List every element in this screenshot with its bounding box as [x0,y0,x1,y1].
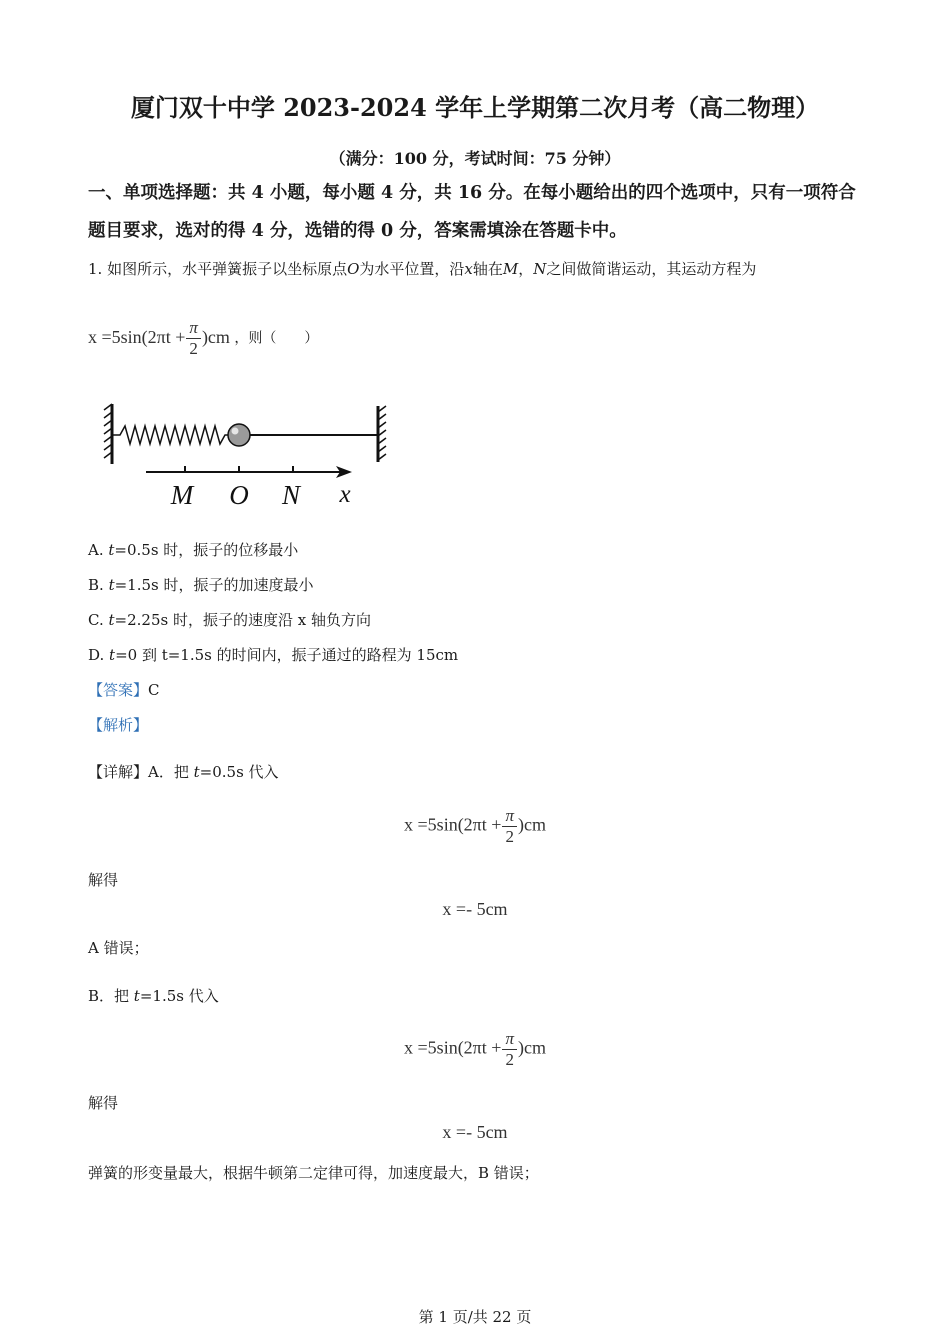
spring-oscillator-figure [100,398,400,514]
answer-line [88,679,160,700]
b-conclusion: 弹簧的形变量最大，根据牛顿第二定律可得，加速度最大，B 错误； [88,1164,539,1182]
oscillator-ball [228,424,250,446]
question-1-equation-line: x =5sin(2πt + $\frac{\pi}{2}$ )cm ，则（ ） [88,318,319,358]
equation-1: x =5sin(2πt + $\frac{\pi}{2}$ )cm [404,806,546,846]
right-wall [378,406,386,462]
page-footer: 第 1 页/共 22 页 [418,1308,532,1326]
equation-2: x =5sin(2πt + $\frac{\pi}{2}$ )cm [404,1029,546,1069]
answer-value: C [148,681,160,699]
solve-label-2: 解得 [88,1094,119,1112]
solve-label-1: 解得 [88,871,119,889]
option-b: B. t=1.5s 时，振子的加速度最小 [88,576,314,594]
motion-equation: x =5sin(2πt + $\frac{\pi}{2}$ )cm [88,318,230,358]
result-1: x =- 5cm [442,899,508,919]
label-x: x [339,481,351,508]
label-n: N [281,480,301,510]
option-a: A. t=0.5s 时，振子的位移最小 [88,541,299,559]
label-o: O [229,480,249,510]
exam-info: （满分：100 分，考试时间：75 分钟） [329,149,621,168]
document-title: 厦门双十中学 2023-2024 学年上学期第二次月考（高二物理） [130,93,820,122]
answer-label: 【答案】 [88,681,149,699]
x-axis [146,466,352,478]
section-heading: 一、单项选择题：共 4 小题，每小题 4 分，共 16 分。在每小题给出的四个选项中，只有一项符合题目要求，选对的得 4 分，选错的得 0 分，答案需填涂在答题卡中。 [88,183,856,241]
option-d: D. t=0 到 t=1.5s 的时间内，振子通过的路程为 15cm [88,646,459,664]
result-2: x =- 5cm [442,1122,508,1142]
detail-b-intro: B．把 t=1.5s 代入 [88,987,219,1005]
analysis-label: 【解析】 [88,716,149,734]
option-c: C. t=2.25s 时，振子的速度沿 x 轴负方向 [88,611,371,629]
question-1-stem: 1. 如图所示，水平弹簧振子以坐标原点O为水平位置，沿x轴在M，N之间做简谐运动，其运动方程为 [88,260,757,278]
label-m: M [170,480,194,510]
a-wrong: A 错误； [88,939,149,957]
detail-a-intro: 【详解】A．把 t=0.5s 代入 [88,763,279,781]
left-wall [104,404,112,464]
spring [112,426,228,444]
